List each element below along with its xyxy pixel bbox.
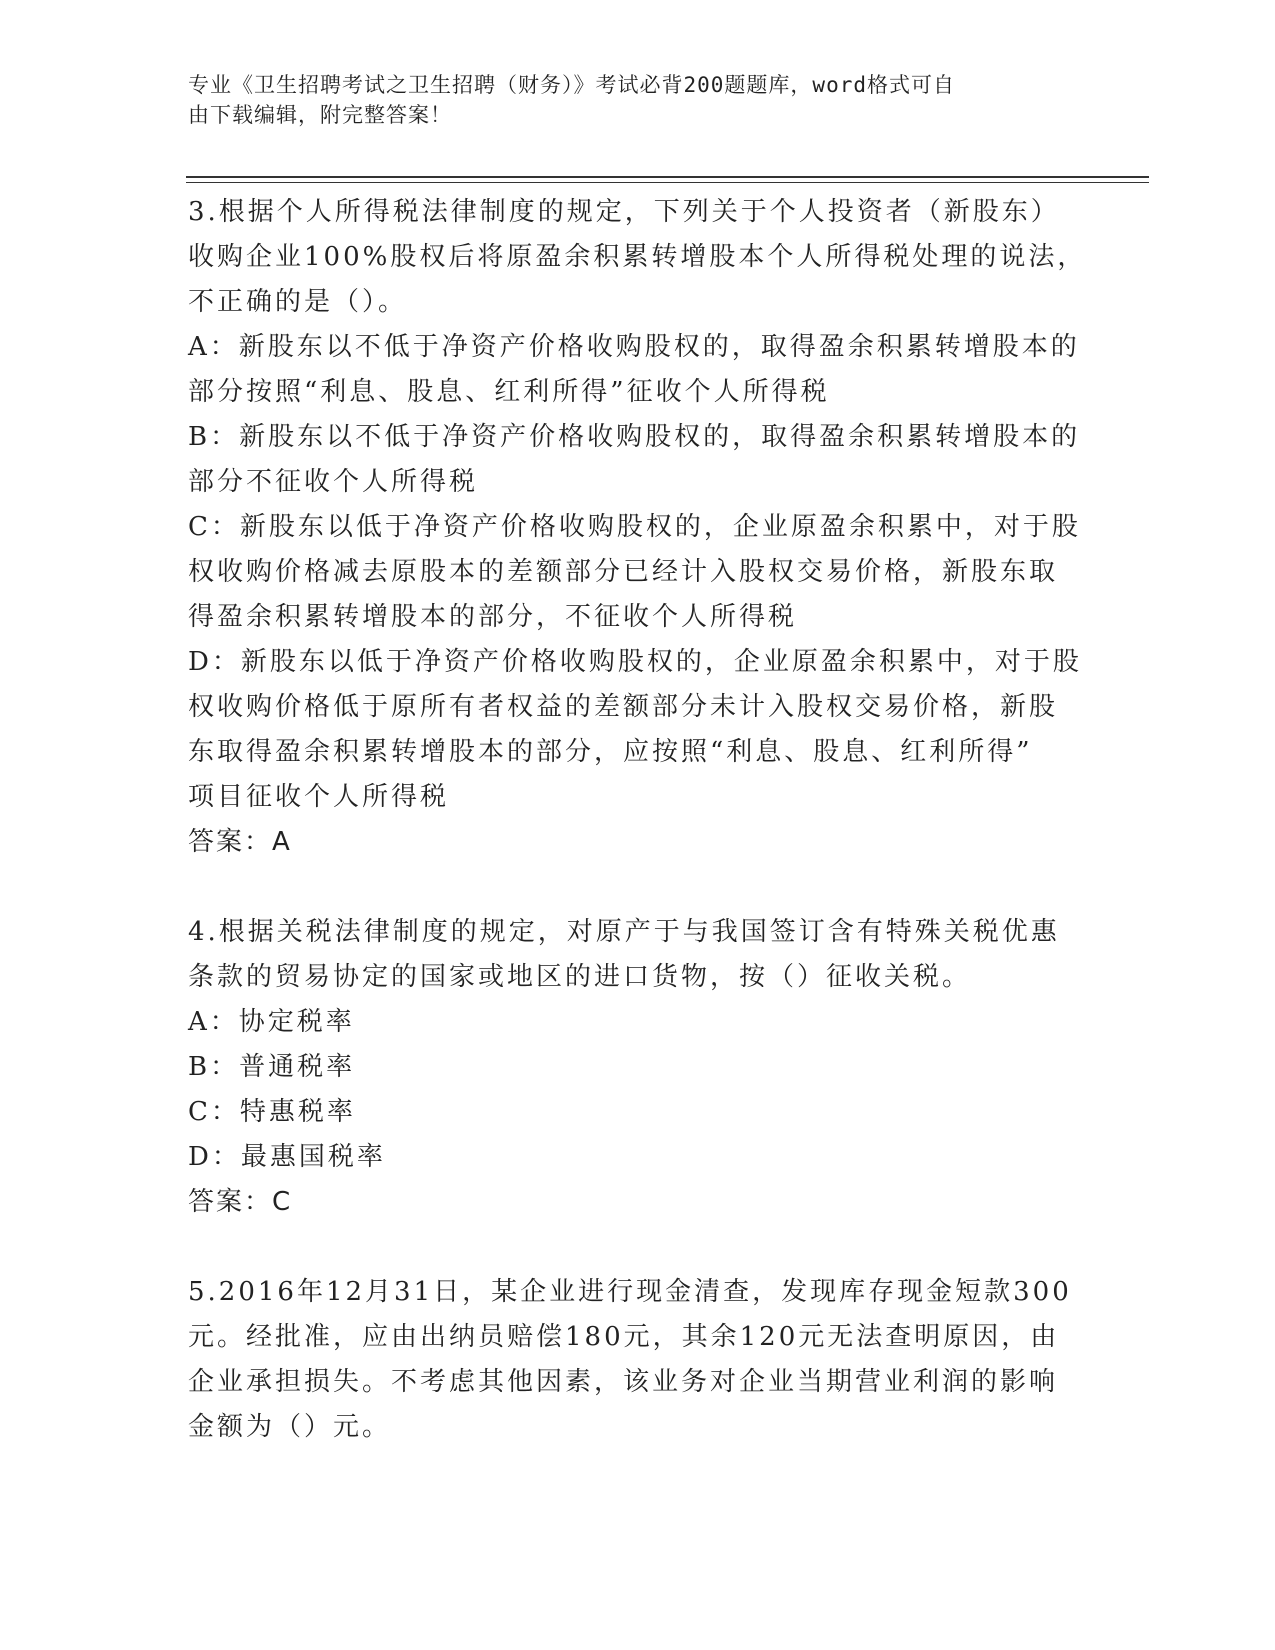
question-stem-line: 不正确的是（）。 [188,287,408,317]
question-stem-line: 收购企业100%股权后将原盈余积累转增股本个人所得税处理的说法， [188,242,1087,272]
header-line: 专业《卫生招聘考试之卫生招聘（财务）》考试必背200题题库，word格式可自 [188,73,955,97]
option-a: A：协定税率 [188,1007,355,1037]
document-header [188,70,1068,130]
option-line: 项目征收个人所得税 [188,782,450,812]
option-d [188,640,1088,820]
option-line: B：新股东以不低于净资产价格收购股权的，取得盈余积累转增股本的 [188,422,1081,452]
option-a [188,325,1088,415]
option-line: C：新股东以低于净资产价格收购股权的，企业原盈余积累中，对于股 [188,512,1081,542]
option-line: A：新股东以不低于净资产价格收购股权的，取得盈余积累转增股本的 [188,332,1080,362]
question-stem-line: 企业承担损失。不考虑其他因素，该业务对企业当期营业利润的影响 [188,1367,1059,1397]
option-line: 部分按照“利息、股息、红利所得”征收个人所得税 [188,377,830,407]
question-4 [188,910,1088,1225]
option-b: B：普通税率 [188,1052,356,1082]
option-line: 东取得盈余积累转增股本的部分，应按照“利息、股息、红利所得” [188,737,1033,767]
question-stem-line: 5.2016年12月31日，某企业进行现金清查，发现库存现金短款300 [188,1277,1072,1307]
header-divider-thin [186,182,1149,183]
question-list [188,190,1088,1495]
header-line: 由下载编辑，附完整答案！ [188,103,452,127]
question-stem-line: 4.根据关税法律制度的规定，对原产于与我国签订含有特殊关税优惠 [188,917,1060,947]
option-c [188,505,1088,640]
option-line: 部分不征收个人所得税 [188,467,479,497]
option-line: D：新股东以低于净资产价格收购股权的，企业原盈余积累中，对于股 [188,647,1082,677]
question-3 [188,190,1088,865]
option-line: 权收购价格减去原股本的差额部分已经计入股权交易价格，新股东取 [188,557,1059,587]
header-divider [186,176,1149,178]
question-stem-line: 条款的贸易协定的国家或地区的进口货物，按（）征收关税。 [188,962,972,992]
question-stem-line: 金额为（）元。 [188,1412,392,1442]
option-b [188,415,1088,505]
question-stem-line: 元。经批准，应由出纳员赔偿180元，其余120元无法查明原因，由 [188,1322,1060,1352]
option-c: C：特惠税率 [188,1097,356,1127]
option-d: D：最惠国税率 [188,1142,386,1172]
question-stem-line: 3.根据个人所得税法律制度的规定，下列关于个人投资者（新股东） [188,197,1060,227]
option-line: 权收购价格低于原所有者权益的差额部分未计入股权交易价格，新股 [188,692,1059,722]
option-line: 得盈余积累转增股本的部分，不征收个人所得税 [188,602,798,632]
question-5 [188,1270,1088,1450]
answer-label: 答案：A [188,827,292,857]
answer-label: 答案：C [188,1187,293,1217]
